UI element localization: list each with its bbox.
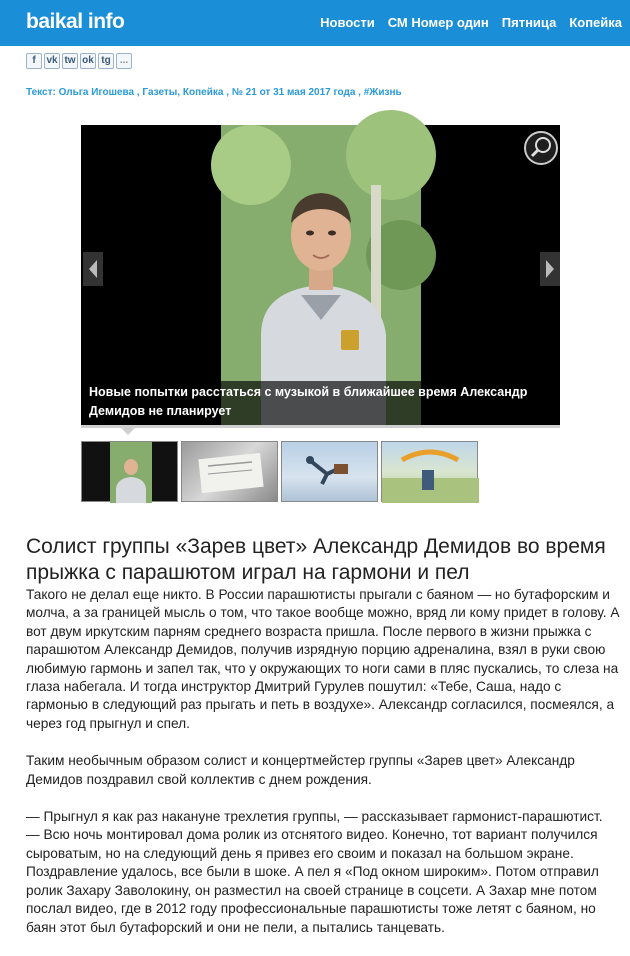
thumb-certificate-image (182, 442, 279, 503)
gallery-next-button[interactable] (540, 252, 560, 286)
magnifier-icon (526, 133, 556, 163)
gallery-divider (81, 425, 560, 428)
nav-link-kopeyka[interactable]: Копейка (569, 15, 622, 30)
article-title: Солист группы «Зарев цвет» Александр Демидов во время прыжка с парашютом играл на гармони и пел (26, 535, 606, 584)
photo-gallery (81, 125, 560, 425)
facebook-icon[interactable]: f (26, 53, 42, 69)
more-share-icon[interactable]: ... (116, 53, 132, 69)
gallery-prev-button[interactable] (83, 252, 103, 286)
twitter-icon[interactable]: tw (62, 53, 78, 69)
chevron-right-icon (540, 252, 560, 286)
vkontakte-icon[interactable]: vk (44, 53, 60, 69)
article-paragraph-3: — Прыгнул я как раз накануне трехлетия группы, — рассказывает гармонист-парашютист. — Всю ночь монтировал дома ролик из отснятого видео. Конечно, тот вариант получился сыроватым, но на следующий день я привез его своим и показал на большом экране. Поздравление удалось, все были в шоке. А пел я «Под окном широким». Потом отправил ролик Захару Заволокину, он разместил на своей странице в соцсети. А Захар мне потом послал видео, где в 2012 году профессиональные парашютисты тоже летят с баяном, но баян этот был бутафорский и они не пели, а пытались танцевать. (26, 809, 603, 935)
main-nav (320, 15, 622, 30)
odnoklassniki-icon[interactable]: ok (80, 53, 96, 69)
thumb-skydivers-image (282, 442, 379, 503)
telegram-icon[interactable]: tg (98, 53, 114, 69)
share-buttons (26, 53, 132, 69)
gallery-thumb-4[interactable] (381, 441, 478, 502)
article-paragraph-1: Такого не делал еще никто. В России парашютисты прыгали с баяном — но бутафорским и молча, а за границей мысль о том, что такое вообще можно, вряд ли кому придет в голову. А вот двум иркутским парням среднего возраста пришла. После первого в жизни прыжка с парашютом Александр Демидов, получив изрядную порцию адреналина, взял в руки свою любимую гармонь и запел так, что у окружающих то ноги сами в пляс пускались, то слеза на глаза набегала. И тогда инструктор Дмитрий Гурулев пошутил: «Тебе, Саша, надо с гармонью в следующий раз прыгать и петь в воздухе». Александр согласился, посмеялся, а через год прыгнул и спел. (26, 587, 620, 731)
article-body (26, 586, 620, 956)
gallery-thumb-3[interactable] (281, 441, 378, 502)
nav-link-sm-nomer-odin[interactable]: СМ Номер один (387, 15, 489, 30)
active-thumb-pointer (121, 428, 135, 435)
zoom-button[interactable] (524, 131, 558, 165)
top-bar (0, 0, 630, 46)
gallery-caption: Новые попытки расстаться с музыкой в ближайшее время Александр Демидов не планирует (81, 381, 560, 425)
article-paragraph-2: Таким необычным образом солист и концертмейстер группы «Зарев цвет» Александр Демидов поздравил свой коллектив с днем рождения. (26, 753, 575, 787)
site-logo[interactable]: baikal info (26, 10, 125, 33)
article-byline: Текст: Ольга Игошева , Газеты, Копейка , № 21 от 31 мая 2017 года , #Жизнь (26, 87, 402, 98)
portrait-illustration (221, 125, 421, 425)
chevron-left-icon (83, 252, 103, 286)
gallery-thumb-2[interactable] (181, 441, 278, 502)
thumb-portrait-image (82, 442, 179, 503)
nav-link-pyatnitsa[interactable]: Пятница (501, 15, 557, 30)
thumb-landing-image (382, 442, 479, 503)
gallery-thumb-1[interactable] (81, 441, 178, 502)
nav-link-news[interactable]: Новости (320, 15, 375, 30)
gallery-main-photo[interactable] (221, 125, 421, 425)
gallery-thumbnails (81, 441, 478, 502)
